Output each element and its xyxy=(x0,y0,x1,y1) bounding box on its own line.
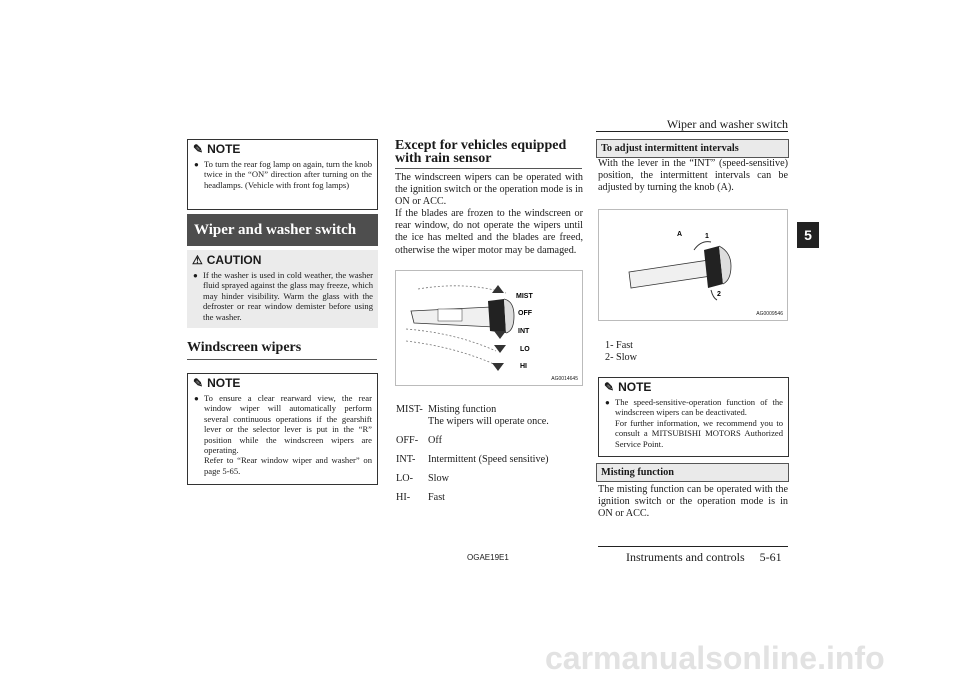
note-box-speed-sensitive xyxy=(598,377,789,457)
page-number: 5-61 xyxy=(759,550,782,564)
figure-label-hi: HI xyxy=(520,363,527,370)
intervals-text: With the lever in the “INT” (speed-sensitive) position, the intermittent intervals can be adjusted by turning the knob (A). xyxy=(598,158,788,194)
intervals-figure xyxy=(598,209,788,321)
document-code: OGAE19E1 xyxy=(467,553,509,562)
note-bullet: ● The speed-sensitive-operation function of the windscreen wipers can be deactivated. For further information, we recommend you to consult a MITSUBISHI MOTORS Authorized Service Point. xyxy=(605,397,783,449)
caution-bullet: ● If the washer is used in cold weather, the washer fluid sprayed against the glass may freeze, which may hinder visibility. Warm the glass with the defroster or rear window demister before using the washer. xyxy=(193,270,373,322)
note-heading: ✎ NOTE xyxy=(193,376,241,390)
middle-paragraph-2: If the blades are frozen to the windscreen or rear window, do not operate the wipers until the ice has melted and the blades are freed, otherwise the wiper motor may be damaged. xyxy=(395,208,583,256)
table-row: LO- Slow xyxy=(396,473,449,484)
figure-label-mist: MIST xyxy=(516,293,533,300)
legend-item: 2- Slow xyxy=(605,352,637,364)
except-rain-sensor-heading: Except for vehicles equipped with rain sensor xyxy=(395,139,582,169)
table-row: HI- Fast xyxy=(396,492,445,503)
note-pencil-icon: ✎ xyxy=(193,142,204,156)
figure-label-int: INT xyxy=(518,328,530,335)
table-row: OFF- Off xyxy=(396,435,442,446)
footer-section: Instruments and controls 5-61 xyxy=(626,550,782,564)
note-bullet xyxy=(188,392,377,476)
section-title: Wiper and washer switch xyxy=(187,214,378,246)
bullet-icon: ● xyxy=(194,160,199,169)
wiper-lever-illustration xyxy=(396,271,582,385)
note-pencil-icon: ✎ xyxy=(193,376,204,390)
middle-paragraph-1: The windscreen wipers can be operated with the ignition switch or the operation mode is in ON or ACC. xyxy=(395,172,583,208)
figure-label-lo: LO xyxy=(520,346,530,353)
note-heading: ✎ NOTE xyxy=(604,380,652,394)
figure-label-a: A xyxy=(677,231,683,238)
intervals-knob-illustration xyxy=(599,210,787,320)
note-heading: ✎ NOTE xyxy=(193,142,241,156)
table-row: MIST- Misting function The wipers will operate once. xyxy=(396,404,549,427)
bullet-icon: ● xyxy=(605,398,610,407)
note-box-rear-wiper xyxy=(187,373,378,485)
note-box-fog-lamp xyxy=(187,139,378,210)
figure-code: AG0009546 xyxy=(756,311,783,317)
bullet-icon: ● xyxy=(193,271,198,280)
warning-triangle-icon: ⚠ xyxy=(192,253,203,267)
caution-box xyxy=(187,250,378,328)
figure-label-off: OFF xyxy=(518,310,532,317)
legend-item: 1- Fast xyxy=(605,340,634,351)
windscreen-wipers-heading: Windscreen wipers xyxy=(187,340,377,360)
note-bullet: ● To turn the rear fog lamp on again, turn the knob twice in the “ON” direction after turning on the headlamps. (Vehicle with front fog lamps) xyxy=(194,159,372,190)
chapter-tab: 5 xyxy=(797,222,819,248)
misting-text: The misting function can be operated with the ignition switch or the operation mode is in ON or ACC. xyxy=(598,484,788,520)
figure-label-1: 1 xyxy=(705,233,709,240)
watermark: carmanualsonline.info xyxy=(545,640,885,676)
note-pencil-icon: ✎ xyxy=(604,380,615,394)
misting-heading: Misting function xyxy=(596,463,789,482)
note-text: To ensure a clear rearward view, the rear window wiper will automatically perform several continuous operations if the gearshift lever or the selector lever is put in the “R” position while the windscreen wipers are operating. xyxy=(204,393,372,456)
bullet-icon: ● xyxy=(194,394,199,403)
note-reference: Refer to “Rear window wiper and washer” on page 5-65. xyxy=(204,455,372,476)
running-header: Wiper and washer switch xyxy=(666,117,788,131)
header-rule xyxy=(596,131,788,132)
intervals-legend xyxy=(605,340,775,364)
switch-position-table xyxy=(396,404,586,511)
footer-rule xyxy=(598,546,788,547)
intervals-heading: To adjust intermittent intervals xyxy=(596,139,789,158)
table-row: INT- Intermittent (Speed sensitive) xyxy=(396,454,549,465)
figure-code: AG0014645 xyxy=(551,376,578,382)
caution-heading: ⚠ CAUTION xyxy=(192,253,262,267)
figure-label-2: 2 xyxy=(717,291,721,298)
wiper-switch-figure xyxy=(395,270,583,386)
